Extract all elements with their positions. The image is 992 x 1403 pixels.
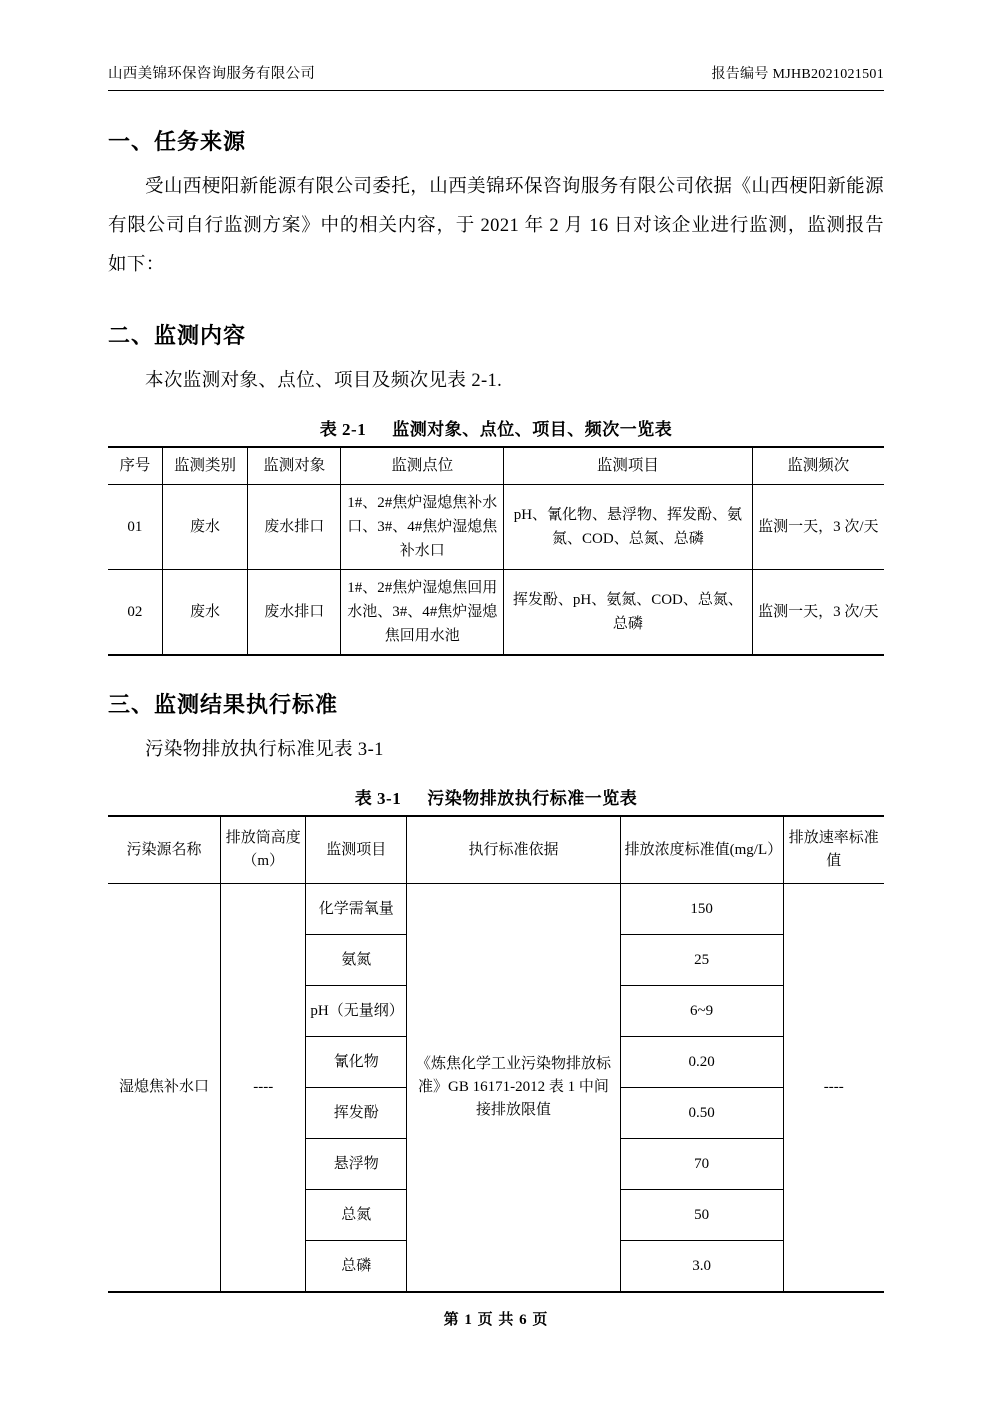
cell-point: 1#、2#焦炉湿熄焦补水口、3#、4#焦炉湿熄焦补水口 — [341, 485, 504, 570]
cell-seq: 02 — [108, 570, 162, 656]
page-header — [108, 62, 884, 91]
th-object: 监测对象 — [248, 447, 341, 485]
th-frequency: 监测频次 — [752, 447, 884, 485]
cell-limit-value: 70 — [620, 1139, 783, 1190]
cell-limit-value: 0.20 — [620, 1037, 783, 1088]
header-report-number: 报告编号 MJHB2021021501 — [711, 67, 884, 82]
cell-limit-value: 6~9 — [620, 986, 783, 1037]
table-2-1-caption-number: 表 2-1 — [319, 420, 367, 439]
cell-frequency: 监测一天，3 次/天 — [752, 570, 884, 656]
th-source-name: 污染源名称 — [108, 816, 221, 884]
cell-items: 挥发酚、pH、氨氮、COD、总氮、总磷 — [504, 570, 752, 656]
page-footer: 第 1 页 共 6 页 — [443, 1312, 549, 1328]
th-items: 监测项目 — [504, 447, 752, 485]
cell-limit-value: 25 — [620, 935, 783, 986]
cell-source-name: 湿熄焦补水口 — [108, 884, 221, 1293]
section-body-monitoring-content: 本次监测对象、点位、项目及频次见表 2-1. — [145, 371, 503, 391]
cell-object: 废水排口 — [248, 570, 341, 656]
cell-item-name: 氨氮 — [306, 935, 407, 986]
table-2-1-caption — [108, 415, 884, 440]
cell-point: 1#、2#焦炉湿熄焦回用水池、3#、4#焦炉湿熄焦回用水池 — [341, 570, 504, 656]
cell-type: 废水 — [162, 570, 247, 656]
cell-limit-value: 3.0 — [620, 1241, 783, 1293]
cell-seq: 01 — [108, 485, 162, 570]
th-monitoring-item: 监测项目 — [306, 816, 407, 884]
table-row — [108, 884, 884, 935]
th-seq: 序号 — [108, 447, 162, 485]
section-title-task-source: 一、任务来源 — [108, 129, 247, 154]
table-row — [108, 485, 884, 570]
section-body-standards: 污染物排放执行标准见表 3-1 — [145, 740, 384, 760]
cell-item-name: 氰化物 — [306, 1037, 407, 1088]
table-monitoring-plan — [108, 446, 884, 656]
th-standard-basis: 执行标准依据 — [407, 816, 620, 884]
section-body-task-source: 受山西梗阳新能源有限公司委托，山西美锦环保咨询服务有限公司依据《山西梗阳新能源有限公司自行监测方案》中的相关内容，于 2021 年 2 月 16 日对该企业进行监测，监测报告如下： — [108, 177, 884, 275]
cell-type: 废水 — [162, 485, 247, 570]
cell-items: pH、氰化物、悬浮物、挥发酚、氨氮、COD、总氮、总磷 — [504, 485, 752, 570]
cell-standard-basis: 《炼焦化学工业污染物排放标准》GB 16171-2012 表 1 中间接排放限值 — [407, 884, 620, 1293]
th-point: 监测点位 — [341, 447, 504, 485]
table-header-row — [108, 816, 884, 884]
cell-item-name: 悬浮物 — [306, 1139, 407, 1190]
table-header-row — [108, 447, 884, 485]
header-company: 山西美锦环保咨询服务有限公司 — [108, 66, 316, 82]
table-3-1-caption-number: 表 3-1 — [354, 789, 402, 808]
cell-limit-value: 0.50 — [620, 1088, 783, 1139]
cell-item-name: 化学需氧量 — [306, 884, 407, 935]
section-title-standards: 三、监测结果执行标准 — [108, 692, 339, 717]
table-row — [108, 570, 884, 656]
cell-item-name: 总磷 — [306, 1241, 407, 1293]
th-type: 监测类别 — [162, 447, 247, 485]
cell-frequency: 监测一天，3 次/天 — [752, 485, 884, 570]
table-3-1-caption-text: 污染物排放执行标准一览表 — [427, 789, 638, 808]
table-3-1-caption — [108, 784, 884, 809]
cell-limit-value: 150 — [620, 884, 783, 935]
section-title-monitoring-content: 二、监测内容 — [108, 323, 247, 348]
cell-item-name: 挥发酚 — [306, 1088, 407, 1139]
table-2-1-caption-text: 监测对象、点位、项目、频次一览表 — [392, 420, 673, 439]
th-stack-height: 排放筒高度（m） — [221, 816, 306, 884]
cell-item-name: pH（无量纲） — [306, 986, 407, 1037]
cell-stack-height: ---- — [221, 884, 306, 1293]
th-concentration-limit: 排放浓度标准值(mg/L） — [620, 816, 783, 884]
cell-item-name: 总氮 — [306, 1190, 407, 1241]
th-rate-limit: 排放速率标准值 — [783, 816, 884, 884]
table-discharge-standards — [108, 815, 884, 1293]
cell-limit-value: 50 — [620, 1190, 783, 1241]
cell-rate-value: ---- — [783, 884, 884, 1293]
cell-object: 废水排口 — [248, 485, 341, 570]
